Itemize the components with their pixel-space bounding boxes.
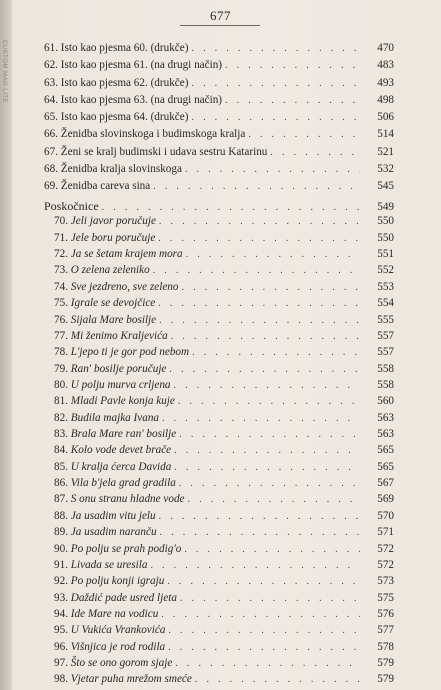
toc-entry [44, 559, 394, 575]
toc-entry-text: Kolo vode devet brače [70, 444, 172, 457]
toc-entry [44, 575, 394, 591]
toc-entry [44, 94, 394, 111]
toc-entry-page: 563 [377, 428, 394, 441]
dot-leader [162, 413, 360, 424]
toc-entry-number: 63. [44, 76, 58, 89]
dot-leader [168, 625, 360, 636]
toc-entry-number: 93. [54, 591, 68, 604]
toc-entry [44, 59, 394, 76]
toc-entry-number: 95. [54, 624, 68, 637]
toc-entry [44, 330, 394, 346]
toc-entry-title [44, 575, 167, 587]
page-number-rule [180, 25, 260, 26]
toc-entry [44, 111, 394, 128]
toc-entry-page: 557 [377, 329, 394, 342]
toc-entry-text: Jeli javor poručuje [70, 215, 156, 228]
toc-entry-page: 493 [377, 76, 394, 89]
toc-entry-text: Višnjica je rod rodila [70, 640, 166, 653]
dot-leader [159, 511, 360, 522]
dot-leader [153, 265, 360, 276]
toc-entry-title [44, 59, 225, 71]
toc-entry-page: 579 [377, 673, 394, 686]
toc-entry [44, 673, 394, 689]
toc-entry-text: Jele boru poručuje [70, 231, 156, 244]
toc-entry [44, 232, 394, 248]
toc-entry-number: 76. [54, 313, 68, 326]
toc-entry-page: 553 [377, 280, 394, 293]
toc-entry-number: 64. [44, 93, 58, 106]
dot-leader [178, 396, 360, 407]
dot-leader [160, 527, 360, 538]
toc-entry-text: Isto kao pjesma 60. (drukče) [60, 42, 189, 54]
toc-entry-title [44, 77, 191, 89]
toc-entry [44, 641, 394, 657]
toc-entry-page: 563 [377, 411, 394, 424]
toc-entry-title [44, 379, 174, 391]
toc-entry-text: Isto kao pjesma 61. (na drugi način) [60, 59, 223, 72]
toc-entry-page: 573 [377, 575, 394, 588]
toc-entry-text: Budila majka Ivana [70, 411, 160, 424]
toc-entry [44, 461, 394, 477]
toc-entry [44, 657, 394, 673]
toc-entry-page: 575 [377, 591, 394, 604]
toc-entry-title [44, 232, 158, 244]
toc-entry-text: Brala Mare ran' bosilje [70, 428, 177, 441]
toc-section-b [44, 199, 394, 690]
toc-entry-page: 565 [377, 444, 394, 457]
toc-entry [44, 281, 394, 297]
toc-entry-number: 82. [54, 411, 68, 424]
toc-entry-number: 81. [54, 395, 68, 408]
toc-entry-number: 61. [44, 42, 58, 54]
dot-leader [270, 147, 360, 158]
toc-entry-text: Ja se šetam krajem mora [70, 248, 183, 261]
toc-entry [44, 543, 394, 559]
toc-entry-title [44, 146, 270, 158]
toc-entry-text: Vjetar puha mrežom smeće [70, 673, 192, 686]
toc-entry-number: 98. [54, 673, 68, 686]
toc-entry [44, 297, 394, 313]
toc-entry-number: 88. [54, 509, 68, 522]
toc-entry-page: 514 [377, 128, 394, 141]
toc-entry-page: 572 [377, 558, 394, 571]
toc-entry-text: Daždić pade usred ljeta [70, 591, 177, 604]
toc-entry-page: 579 [377, 657, 394, 670]
toc-entry-title [44, 42, 191, 54]
toc-entry-title [44, 461, 174, 473]
toc-entry-number: 75. [54, 297, 68, 310]
toc-entry-text: Sve jezdreno, sve zeleno [70, 280, 179, 293]
page-edge [0, 0, 12, 690]
dot-leader [169, 364, 360, 375]
toc-entry-number: 74. [54, 280, 68, 293]
toc-entry-page: 552 [377, 264, 394, 277]
dot-leader [191, 78, 360, 89]
toc-entry-number: 66. [44, 128, 58, 141]
dot-leader [188, 494, 360, 505]
toc-entry-title [44, 264, 153, 276]
dot-leader [191, 43, 360, 54]
dot-leader [185, 164, 360, 175]
dot-leader [158, 233, 360, 244]
toc-entry-text: U Vukića Vrankovića [70, 624, 166, 637]
dot-leader [181, 282, 360, 293]
toc-entry-page: 532 [377, 163, 394, 176]
toc-entry-page: 545 [377, 180, 394, 193]
toc-entry-number: 62. [44, 59, 58, 72]
toc-entry-title [44, 608, 161, 620]
toc-entry-page: 570 [377, 509, 394, 522]
dot-leader [159, 315, 360, 326]
page-number: 677 [210, 8, 231, 23]
toc-entry-number: 72. [54, 248, 68, 261]
toc-entry-page: 550 [377, 231, 394, 244]
toc-entry-page: 578 [377, 640, 394, 653]
toc-entry-number: 65. [44, 111, 58, 124]
toc-entry-text: Igrale se devojčice [70, 297, 156, 310]
toc-entry-number: 79. [54, 362, 68, 375]
toc-entry-title [44, 428, 179, 440]
toc-entry-number: 96. [54, 640, 68, 653]
toc-entry-page: 554 [377, 297, 394, 310]
toc-entry-page: 560 [377, 395, 394, 408]
dot-leader [171, 331, 360, 342]
toc-entry [44, 248, 394, 264]
toc-entry-number: 83. [54, 428, 68, 441]
dot-leader [158, 298, 360, 309]
toc-entry-page: 565 [377, 460, 394, 473]
dot-leader [168, 642, 360, 653]
toc-entry-title [44, 510, 159, 522]
toc-entry-number: 97. [54, 657, 68, 670]
toc-entry-page: 571 [377, 526, 394, 539]
toc-entry-title [44, 543, 184, 555]
toc-entry-page: 577 [377, 624, 394, 637]
toc-entry [44, 379, 394, 395]
toc-entry [44, 146, 394, 163]
toc-section-heading [44, 199, 394, 215]
toc-entry-title [44, 493, 188, 505]
toc-entry-title [44, 111, 191, 123]
toc-entry [44, 608, 394, 624]
toc-entry-number: 86. [54, 477, 68, 490]
dot-leader [180, 593, 360, 604]
toc-entry-text: Sijala Mare bosilje [70, 313, 157, 326]
toc-entry-text: Mladi Pavle konja kuje [70, 395, 175, 408]
toc-entry-text: Ženidba careva sina [60, 180, 151, 193]
toc-entry-number: 80. [54, 378, 68, 391]
toc-entry [44, 526, 394, 542]
dot-leader [225, 60, 360, 71]
toc-entry-number: 70. [54, 215, 68, 228]
toc-entry-text: Ran' bosilje poručuje [70, 362, 167, 375]
toc-entry-text: Livada se uresila [70, 558, 148, 571]
dot-leader [175, 658, 360, 669]
toc-entry-title [44, 94, 225, 106]
dot-leader [186, 249, 360, 260]
dot-leader [167, 576, 360, 587]
section-heading-title: Poskočnice [44, 199, 99, 213]
toc-entry-title [44, 526, 160, 538]
toc-entry-text: Ženi se kralj budimski i udava sestru Katarinu [60, 145, 268, 158]
toc-entry-number: 67. [44, 145, 58, 158]
toc-entry-number: 94. [54, 607, 68, 620]
toc-entry-page: 470 [377, 42, 394, 54]
toc-section-a [44, 42, 394, 198]
toc-entry-number: 69. [44, 180, 58, 193]
toc-entry [44, 412, 394, 428]
toc-entry-number: 87. [54, 493, 68, 506]
toc-entry-text: Isto kao pjesma 64. (drukče) [60, 111, 189, 124]
toc-entry-page: 576 [377, 607, 394, 620]
toc-entry-number: 90. [54, 542, 68, 555]
toc-entry-page: 550 [377, 215, 394, 228]
dot-leader [179, 429, 360, 440]
toc-entry-page: 483 [377, 59, 394, 72]
toc-entry-title [44, 163, 185, 175]
toc-entry [44, 346, 394, 362]
toc-entry-title [44, 592, 180, 604]
dot-leader [153, 181, 360, 192]
toc-entry-title [44, 477, 179, 489]
dot-leader [225, 95, 360, 106]
toc-entry-number: 78. [54, 346, 68, 359]
toc-entry-text: U kralja ćerca Davida [70, 460, 172, 473]
toc-entry-page: 558 [377, 378, 394, 391]
dot-leader [174, 380, 360, 391]
toc-entry-number: 85. [54, 460, 68, 473]
section-heading-page: 549 [377, 201, 394, 213]
toc-entry-text: Ide Mare na vodicu [70, 607, 159, 620]
toc-entry-text: Što se ono gorom sjaje [70, 657, 173, 670]
toc-entry [44, 215, 394, 231]
toc-entry [44, 624, 394, 640]
toc-section-b-entries [44, 215, 394, 689]
toc-entry-text: S onu stranu hladne vode [70, 493, 185, 506]
toc-entry [44, 363, 394, 379]
toc-entry-page: 498 [377, 93, 394, 106]
toc-entry-title [44, 128, 248, 140]
toc-entry [44, 77, 394, 94]
toc-entry [44, 428, 394, 444]
toc-entry-title [44, 673, 195, 685]
toc-entry-text: Isto kao pjesma 62. (drukče) [60, 76, 189, 89]
dot-leader [184, 544, 360, 555]
dot-leader [174, 445, 360, 456]
toc-entry-text: Po polju se prah podig'o [70, 542, 182, 555]
toc-entry [44, 395, 394, 411]
toc-entry-title [44, 346, 192, 358]
toc-entry-number: 91. [54, 558, 68, 571]
toc-entry [44, 180, 394, 197]
toc-entry-page: 555 [377, 313, 394, 326]
toc-entry-title [44, 657, 175, 669]
dot-leader [174, 462, 360, 473]
toc-entry-number: 77. [54, 329, 68, 342]
toc-entry-title [44, 624, 168, 636]
toc-entry-title [44, 180, 153, 192]
toc-entry-title [44, 363, 169, 375]
toc-entry-text: Ja usadim naranču [70, 526, 157, 539]
toc-entry-page: 558 [377, 362, 394, 375]
toc-entry-page: 572 [377, 542, 394, 555]
toc-entry-number: 71. [54, 231, 68, 244]
dot-leader [179, 478, 360, 489]
toc-entry-title [44, 444, 174, 456]
toc-entry-text: Ja usadim vitu jelu [70, 509, 156, 522]
toc-entry [44, 314, 394, 330]
toc-entry [44, 264, 394, 280]
toc-entry-number: 89. [54, 526, 68, 539]
dot-leader [248, 129, 360, 140]
toc-entry-number: 68. [44, 163, 58, 176]
toc-entry [44, 493, 394, 509]
toc-entry-title [44, 314, 159, 326]
toc-entry-text: O zelena zeleniko [70, 264, 150, 277]
toc-entry [44, 128, 394, 145]
toc-entry-text: Ženidba kralja slovinskoga [60, 163, 182, 176]
toc-entry-title [44, 330, 171, 342]
toc-entry-text: Mi ženimo Kraljevića [70, 329, 168, 342]
toc-entry-text: L'jepo ti je gor pod nebom [70, 346, 190, 359]
toc-entry-number: 73. [54, 264, 68, 277]
toc-entry-text: Vila b'jela grad gradila [70, 477, 176, 490]
toc-entry-page: 569 [377, 493, 394, 506]
toc-entry [44, 477, 394, 493]
dot-leader [192, 347, 360, 358]
toc-entry-number: 84. [54, 444, 68, 457]
toc-entry-title [44, 248, 186, 260]
toc-entry-title [44, 395, 178, 407]
toc-entry [44, 42, 394, 59]
toc-entry-title [44, 641, 168, 653]
dot-leader [159, 216, 360, 227]
dot-leader [195, 674, 360, 685]
toc-entry [44, 592, 394, 608]
toc-entry-text: Isto kao pjesma 63. (na drugi način) [60, 93, 223, 106]
dot-leader [161, 609, 360, 620]
toc-entry-page: 551 [377, 248, 394, 261]
edge-text: CUSTOM MAG LITE [1, 40, 7, 104]
dot-leader [102, 202, 360, 213]
toc-entry-text: Ženidba slovinskoga i budimskoga kralja [60, 128, 246, 141]
toc-entry-title [44, 215, 159, 227]
toc-entry-page: 506 [377, 111, 394, 124]
toc-entry-page: 557 [377, 346, 394, 359]
toc-entry [44, 163, 394, 180]
toc-entry [44, 510, 394, 526]
toc-entry-title [44, 559, 150, 571]
toc-entry-title [44, 297, 158, 309]
toc-entry-title [44, 281, 181, 293]
toc-entry-title [44, 412, 162, 424]
toc-entry-text: Po polju konji igraju [70, 575, 165, 588]
toc-entry-page: 521 [377, 145, 394, 158]
toc-entry-text: U polju murva crljena [70, 378, 171, 391]
toc-entry-page: 567 [377, 477, 394, 490]
dot-leader [191, 112, 360, 123]
toc-entry [44, 444, 394, 460]
dot-leader [150, 560, 360, 571]
toc-entry-number: 92. [54, 575, 68, 588]
